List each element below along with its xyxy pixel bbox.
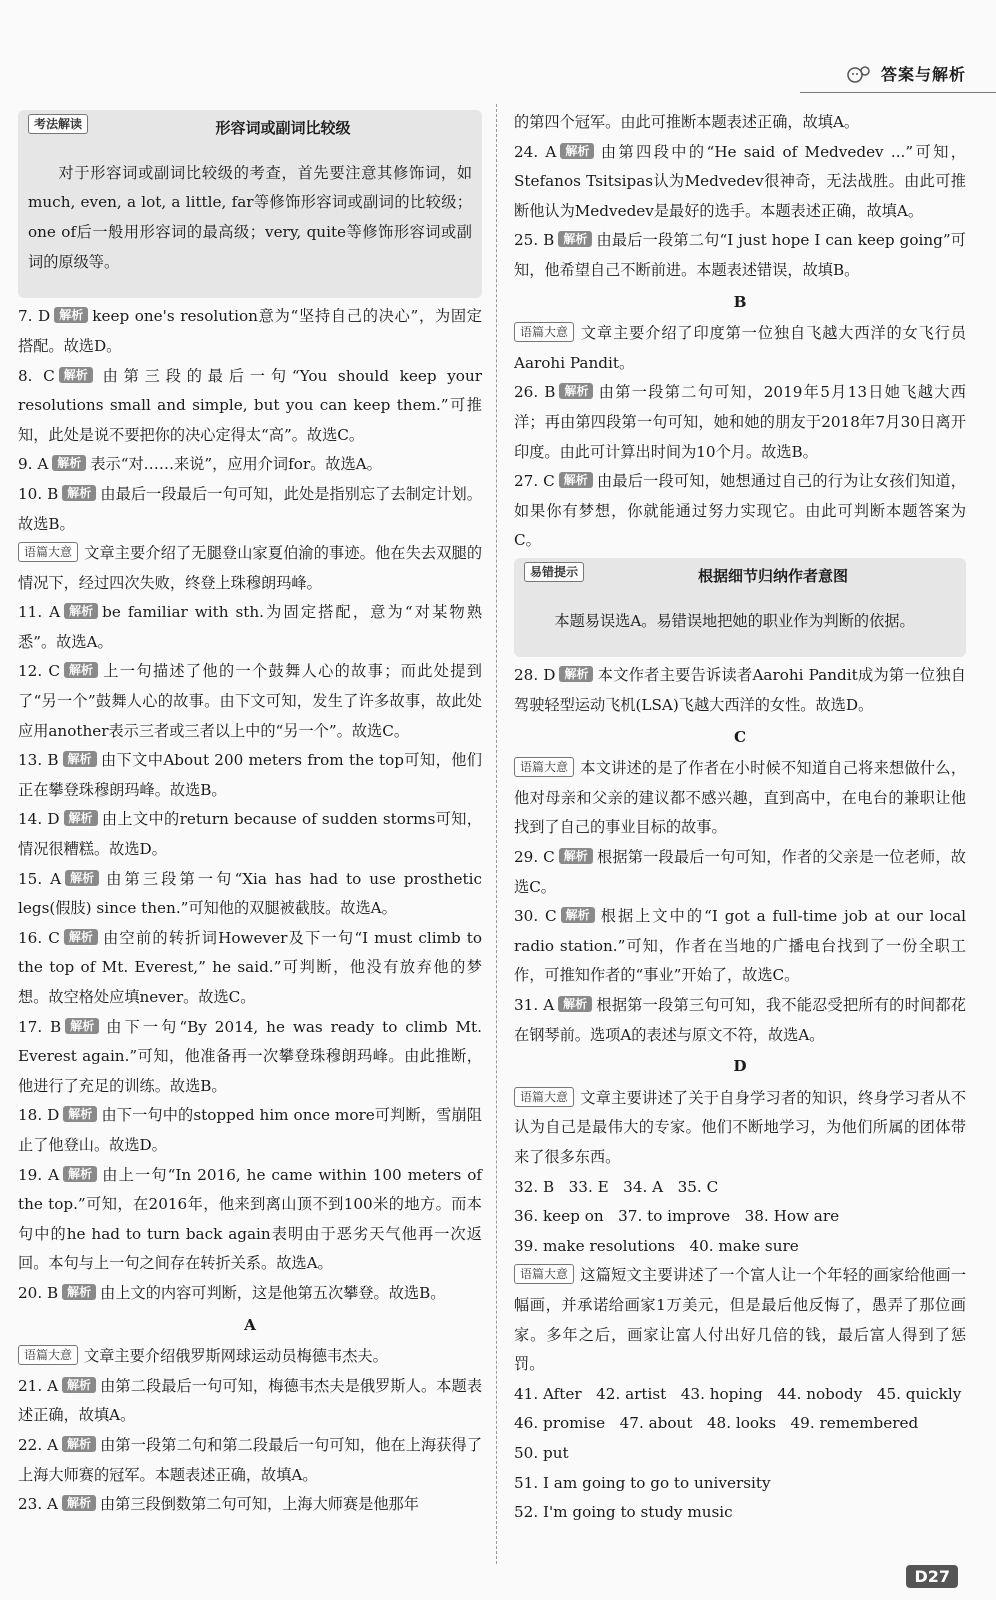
analysis-tag: 解析: [62, 1377, 96, 1393]
answer-num: 13. B: [18, 751, 59, 770]
answer-text: 由最后一段最后一句可知，此处是指别忘了去制定计划。故选B。: [18, 484, 482, 533]
answer-text: 由上一句“In 2016, he came within 100 meters of the top.”可知，在2016年，他来到离山顶不到100米的地方。而本句中的he had to turn back again表明由于恶劣天气他再一次返回。本句与上一句之间存在转折关系。故选A。: [18, 1165, 482, 1273]
answer-17: [18, 1013, 482, 1102]
summary-text: 文章主要讲述了关于自身学习者的知识，终身学习者从不认为自己是最伟大的专家。他们不断地学习，为他们所属的团体带来了很多东西。: [514, 1088, 966, 1166]
error-tip-box: [514, 558, 966, 658]
answer-text: 由下一句中的stopped him once more可判断，雪崩阻止了他登山。故选D。: [18, 1106, 482, 1154]
section-heading-c: C: [733, 727, 747, 746]
analysis-tag: 解析: [62, 1436, 96, 1452]
answer-11: [18, 598, 482, 657]
answer-22: [18, 1431, 482, 1490]
passage-summary-b: [514, 319, 966, 378]
analysis-tag: 解析: [59, 367, 93, 383]
analysis-tag: 解析: [64, 810, 98, 826]
analysis-tag: 解析: [54, 307, 88, 323]
answer-row: 36. keep on 37. to improve 38. How are: [514, 1207, 840, 1226]
answer-num: 27. C: [514, 472, 555, 491]
answer-text: 由第二段最后一句可知，梅德韦杰夫是俄罗斯人。本题表述正确，故填A。: [18, 1376, 483, 1425]
section-heading-b: B: [733, 292, 747, 311]
mascot-icon: [845, 63, 873, 85]
section-heading-d: D: [733, 1057, 747, 1076]
answer-21: [18, 1372, 482, 1431]
answer-text: 由下文中About 200 meters from the top可知，他们正在攀登珠穆朗玛峰。故选B。: [18, 751, 482, 799]
summary-text: 本文讲述的是了作者在小时候不知道自己将来想做什么，他对母亲和父亲的建议都不感兴趣，直到高中，在电台的兼职让他找到了自己的事业目标的故事。: [514, 759, 966, 837]
answer-num: 23. A: [18, 1495, 58, 1514]
answer-text: 由上文中的return because of sudden storms可知，情况很糟糕。故选D。: [18, 810, 482, 859]
analysis-tag: 解析: [63, 1106, 97, 1122]
analysis-tag: 解析: [63, 751, 97, 767]
answer-row: 32. B 33. E 34. A 35. C: [514, 1177, 719, 1196]
answer-text: 由第一段第二句可知，2019年5月13日她飞越大西洋；再由第四段第一句可知，她和她的朋友于2018年7月30日离开印度。由此可计算出时间为10个月。故选B。: [514, 383, 966, 461]
answer-num: 20. B: [18, 1283, 59, 1302]
summary-tag: 语篇大意: [514, 757, 574, 777]
left-column: [18, 108, 482, 1520]
answer-text: 由第三段的最后一句“You should keep your resolutions small and simple, but you can keep them.”可推知，此处是说不要把你的决心定得太“高”。故选C。: [18, 366, 482, 444]
analysis-tag: 解析: [561, 907, 595, 923]
answer-num: 29. C: [514, 848, 555, 867]
passage-summary-e: [514, 1261, 966, 1379]
analysis-tag: 解析: [65, 870, 99, 886]
answer-text: 由空前的转折词However及下一句“I must climb to the top of Mt. Everest,” he said.”可判断，他没有放弃他的梦想。故空格处应填never。故选C。: [18, 928, 483, 1006]
answer-num: 8. C: [18, 366, 55, 385]
analysis-tag: 解析: [558, 996, 592, 1012]
answer-num: 15. A: [18, 869, 62, 888]
answer-text: 由最后一段第二句“I just hope I can keep going”可知，他希望自己不断前进。本题表述错误，故填B。: [514, 231, 966, 279]
answer-28: [514, 661, 966, 720]
answer-row: 51. I am going to go to university: [514, 1473, 771, 1492]
answer-25: [514, 226, 966, 285]
answer-num: 22. A: [18, 1435, 59, 1454]
answer-num: 16. C: [18, 928, 60, 947]
answer-num: 9. A: [18, 455, 49, 474]
answer-18: [18, 1101, 482, 1160]
answer-row: 52. I'm going to study music: [514, 1503, 733, 1522]
answer-num: 25. B: [514, 231, 555, 250]
analysis-tag: 解析: [560, 143, 594, 159]
answer-num: 18. D: [18, 1106, 60, 1125]
answer-text: 由上文的内容可判断，这是他第五次攀登。故选B。: [100, 1283, 446, 1302]
answer-num: 30. C: [514, 907, 557, 926]
analysis-tag: 解析: [559, 383, 593, 399]
exam-tip-title: [28, 114, 472, 144]
error-tip-title: [524, 562, 956, 592]
answer-num: 17. B: [18, 1017, 62, 1036]
analysis-tag: 解析: [64, 662, 98, 678]
answer-num: 21. A: [18, 1376, 59, 1395]
answer-20: [18, 1279, 482, 1309]
answer-row: 41. After 42. artist 43. hoping 44. nobody 45. quickly: [514, 1384, 962, 1403]
answer-text: 由第三段第一句“Xia has had to use prosthetic legs(假肢) since then.”可知他的双腿被截肢。故选A。: [18, 869, 483, 918]
answer-9: [18, 450, 482, 480]
answer-text: 由第三段倒数第二句可知，上海大师赛是他那年: [99, 1495, 419, 1514]
passage-summary-a: [18, 1342, 482, 1372]
answer-29: [514, 843, 966, 902]
answer-text: 由第一段第二句和第二段最后一句可知，他在上海获得了上海大师赛的冠军。本题表述正确，故填A。: [18, 1435, 483, 1484]
answer-19: [18, 1161, 482, 1279]
answer-text: keep one's resolution意为“坚持自己的决心”，为固定搭配。故选D。: [18, 307, 482, 355]
answer-24: [514, 138, 966, 227]
analysis-tag: 解析: [559, 848, 593, 864]
analysis-tag: 解析: [52, 455, 86, 471]
summary-text: 这篇短文主要讲述了一个富人让一个年轻的画家给他画一幅画，并承诺给画家1万美元，但是最后他反悔了，愚弄了那位画家。多年之后，画家让富人付出好几倍的钱，最后富人得到了惩罚。: [514, 1266, 966, 1374]
exam-tip-heading: 形容词或副词比较级: [215, 119, 351, 137]
page-header: [845, 62, 966, 85]
answer-16: [18, 924, 482, 1013]
analysis-tag: 解析: [62, 1284, 96, 1300]
answer-7: [18, 302, 482, 361]
answer-num: 14. D: [18, 810, 60, 829]
header-rule: [800, 92, 996, 93]
analysis-tag: 解析: [64, 929, 98, 945]
summary-tag: 语篇大意: [514, 322, 574, 342]
analysis-tag: 解析: [62, 1495, 96, 1511]
answer-row: 50. put: [514, 1443, 569, 1462]
summary-tag: 语篇大意: [18, 1345, 78, 1365]
answer-23-continued: 的第四个冠军。由此可推断本题表述正确，故填A。: [514, 113, 860, 131]
answer-text: 本文作者主要告诉读者Aarohi Pandit成为第一位独自驾驶轻型运动飞机(LSA)飞越大西洋的女性。故选D。: [514, 666, 966, 715]
answer-13: [18, 746, 482, 805]
answer-10: [18, 480, 482, 539]
answer-text: 上一句描述了他的一个鼓舞人心的故事；而此处提到了“另一个”鼓舞人心的故事。由下文可知，发生了许多故事，故此处应用another表示三者或三者以上中的“另一个”。故选C。: [18, 662, 482, 740]
analysis-tag: 解析: [559, 472, 593, 488]
header-title: 答案与解析: [880, 65, 966, 84]
answer-text: 表示“对……来说”，应用介词for。故选A。: [90, 455, 382, 474]
answer-num: 19. A: [18, 1165, 60, 1184]
answer-num: 26. B: [514, 383, 556, 402]
answer-12: [18, 657, 482, 746]
answer-8: [18, 362, 482, 451]
analysis-tag: 解析: [62, 485, 96, 501]
summary-tag: 语篇大意: [514, 1087, 574, 1107]
column-divider: [496, 104, 497, 1564]
answer-num: 24. A: [514, 142, 557, 161]
analysis-tag: 解析: [63, 1166, 97, 1182]
answer-num: 28. D: [514, 666, 556, 685]
passage-summary-d: [514, 1084, 966, 1173]
answer-15: [18, 865, 482, 924]
answer-row: 46. promise 47. about 48. looks 49. remembered: [514, 1414, 919, 1433]
summary-tag: 语篇大意: [514, 1264, 574, 1284]
error-tip-tag: 易错提示: [524, 562, 584, 582]
answer-27: [514, 467, 966, 556]
answer-text: 由最后一段可知，她想通过自己的行为让女孩们知道，如果你有梦想，你就能通过努力实现它。由此可判断本题答案为C。: [514, 472, 966, 550]
answer-26: [514, 378, 966, 467]
exam-tip-tag: 考法解读: [28, 114, 88, 134]
analysis-tag: 解析: [559, 666, 593, 682]
summary-text: 文章主要介绍了印度第一位独自飞越大西洋的女飞行员Aarohi Pandit。: [514, 324, 966, 372]
analysis-tag: 解析: [65, 1018, 99, 1034]
answer-text: 根据上文中的“I got a full-time job at our local radio station.”可知，作者在当地的广播电台找到了一份全职工作，可推知作者的“事业”开始了，故选C。: [514, 907, 966, 985]
passage-summary: [18, 539, 482, 598]
answer-23: [18, 1490, 482, 1520]
answer-14: [18, 805, 482, 864]
answer-text: 根据第一段第三句可知，我不能忍受把所有的时间都花在钢琴前。选项A的表述与原文不符，故选A。: [514, 996, 966, 1044]
page-number: D27: [906, 1565, 958, 1588]
answer-row: 39. make resolutions 40. make sure: [514, 1236, 799, 1255]
summary-text: 文章主要介绍了无腿登山家夏伯渝的事迹。他在失去双腿的情况下，经过四次失败，终登上珠穆朗玛峰。: [18, 544, 482, 592]
answer-num: 11. A: [18, 603, 61, 622]
summary-text: 文章主要介绍俄罗斯网球运动员梅德韦杰夫。: [84, 1347, 388, 1366]
answer-31: [514, 991, 966, 1050]
answer-num: 31. A: [514, 996, 555, 1014]
analysis-tag: 解析: [64, 603, 98, 619]
analysis-tag: 解析: [558, 231, 592, 247]
answer-num: 10. B: [18, 484, 59, 503]
error-tip-text: 本题易误选A。易错误地把她的职业作为判断的依据。: [554, 611, 915, 630]
answer-30: [514, 902, 966, 991]
exam-tip-box: [18, 110, 482, 298]
summary-tag: 语篇大意: [18, 542, 78, 562]
passage-summary-c: [514, 754, 966, 843]
answer-text: be familiar with sth.为固定搭配，意为“对某物熟悉”。故选A。: [18, 603, 483, 651]
error-tip-heading: 根据细节归纳作者意图: [698, 566, 849, 585]
answer-num: 12. C: [18, 662, 60, 681]
answer-num: 7. D: [18, 307, 51, 326]
answer-text: 根据第一段最后一句可知，作者的父亲是一位老师，故选C。: [514, 848, 966, 896]
section-heading-a: A: [244, 1315, 256, 1334]
answer-text: 由下一句“By 2014, he was ready to climb Mt. Everest again.”可知，他准备再一次攀登珠穆朗玛峰。由此推断，他进行了充足的训练。故选B。: [18, 1017, 482, 1095]
exam-tip-text: 对于形容词或副词比较级的考查，首先要注意其修饰词，如much, even, a lot, a little, far等修饰形容词或副词的比较级；one of后一般用形容词的最高级；very, quite等修饰形容词或副词的原级等。: [28, 163, 472, 271]
answer-text: 由第四段中的“He said of Medvedev ...”可知，Stefanos Tsitsipas认为Medvedev很神奇，无法战胜。由此可推断他认为Medvedev是最好的选手。本题表述正确，故填A。: [514, 142, 966, 220]
right-column: [514, 108, 966, 1528]
